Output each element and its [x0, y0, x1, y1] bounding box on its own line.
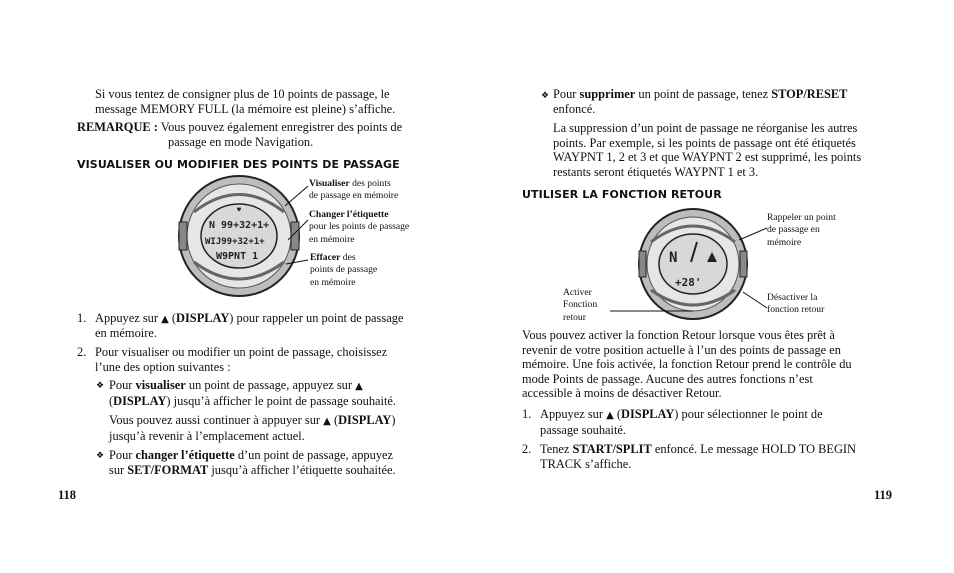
section-heading-view-modify: VISUALISER OU MODIFIER DES POINTS DE PASSAGE [77, 158, 400, 171]
para-line-4: restants seront étiquetés WAYPNT 1 et 3. [553, 165, 759, 179]
return-step2-line-2: TRACK s’affiche. [540, 457, 632, 471]
bullet-diamond-icon: ❖ [541, 91, 550, 101]
bullet1-d3: ) [391, 413, 396, 427]
return-body-line-2: revenir de votre position actuelle à l’un des points de passage en [522, 343, 841, 357]
return-step2-number: 2. [522, 442, 532, 456]
note-text-1: Vous pouvez également enregistrer des points de [157, 120, 403, 134]
up-arrow-icon: ▲ [355, 381, 363, 392]
delete-text-a: Pour [553, 87, 580, 101]
step2-line-2: l’une des option suivantes : [95, 360, 231, 374]
page-number-right: 119 [874, 488, 893, 502]
return-step1-line-1 [540, 407, 823, 423]
callout-erase-bold: Effacer [310, 252, 341, 263]
delete-bullet-line-1 [553, 87, 847, 102]
callout-deactivate [767, 292, 824, 317]
watch-display-line-3: W9PNT 1 [216, 251, 259, 262]
page-number-left: 118 [58, 488, 77, 502]
return-body-line-4: mode Points de passage. Aucune des autres fonctions n’est [522, 372, 813, 386]
callout-change-label [309, 209, 409, 246]
note-line-1 [77, 120, 402, 135]
intro-line-2: message MEMORY FULL (la mémoire est pleine) s’affiche. [95, 102, 396, 116]
bullet1-key: DISPLAY [113, 394, 167, 408]
return-step1-c: ) pour sélectionner le point de [674, 407, 823, 421]
callout-activate-2: Fonction [563, 299, 598, 311]
up-arrow-icon: ▲ [161, 314, 169, 325]
watch-display-line-2: WIJ99+32+1+ [205, 237, 265, 247]
delete-bold: supprimer [579, 87, 636, 101]
return-step1-b: ( [613, 407, 622, 421]
bullet2-text-b: d’un point de passage, appuyez [234, 448, 394, 462]
bullet2-line-1 [109, 448, 393, 463]
para-line-3: WAYPNT 1, 2 et 3 et que WAYPNT 2 est supprimé, les points [553, 150, 862, 164]
return-step1-key: DISPLAY [621, 407, 675, 421]
callout-deactivate-1: Désactiver la [767, 292, 818, 303]
bullet1-key2: DISPLAY [338, 413, 392, 427]
return-body-line-5: accessible à moins de désactiver Retour. [522, 386, 722, 400]
note-line-2: passage en mode Navigation. [168, 135, 314, 149]
callout-view-bold: Visualiser [309, 178, 350, 189]
callout-recall [767, 212, 836, 249]
callout-activate-1: Activer [563, 287, 592, 298]
return-body-line-1: Vous pouvez activer la fonction Retour lorsque vous êtes prêt à [522, 328, 835, 342]
callout-erase-2: points de passage [310, 264, 378, 276]
callout-view-1: des points [349, 178, 391, 189]
up-arrow-icon: ▲ [323, 416, 331, 427]
callout-lines-right [597, 226, 769, 316]
step2-line-1: Pour visualiser ou modifier un point de passage, choisissez [95, 345, 388, 359]
return-body-line-3: mémoire. Une fois activée, la fonction Retour prend le contrôle du [522, 357, 852, 371]
bullet1-line-2 [109, 394, 396, 409]
para-line-2: points. Par exemple, si les points de passage ont été étiquetés [553, 136, 856, 150]
return-step2-line-1 [540, 442, 856, 457]
bullet1-d2: ( [330, 413, 339, 427]
return-step1-a: Appuyez sur [540, 407, 603, 421]
right-page [477, 0, 954, 573]
step1-text-b: ( [168, 311, 177, 325]
return-step1-line-2: passage souhaité. [540, 423, 627, 437]
note-label: REMARQUE : [77, 120, 158, 134]
callout-recall-2: de passage en [767, 224, 820, 236]
svg-text:♥: ♥ [236, 206, 242, 214]
callout-erase-1: des [340, 252, 356, 263]
bullet1-d: Vous pouvez aussi continuer à appuyer sur [109, 413, 321, 427]
bullet-diamond-icon: ❖ [96, 451, 105, 461]
callout-deactivate-2: fonction retour [767, 304, 825, 316]
step1-text-c: ) pour rappeler un point de passage [229, 311, 404, 325]
bullet1-line-1 [109, 378, 363, 394]
bullet2-text-c: sur [109, 463, 128, 477]
bullet2-line-2 [109, 463, 396, 478]
callout-erase-3: en mémoire [310, 276, 356, 288]
callout-label-2: en mémoire [309, 233, 355, 245]
up-arrow-icon: ▲ [606, 410, 614, 421]
intro-line-1: Si vous tentez de consigner plus de 10 points de passage, le [95, 87, 390, 101]
para-line-1: La suppression d’un point de passage ne réorganise les autres [553, 121, 858, 135]
step1-text-a: Appuyez sur [95, 311, 158, 325]
bullet2-text-a: Pour [109, 448, 136, 462]
callout-erase [310, 252, 377, 289]
bullet2-key: SET/FORMAT [127, 463, 209, 477]
callout-view [309, 178, 398, 203]
delete-bullet-line-2: enfoncé. [553, 102, 596, 116]
bullet1-c2: ) jusqu’à afficher le point de passage souhaité. [166, 394, 397, 408]
return-step2-b: enfoncé. Le message HOLD TO BEGIN [651, 442, 856, 456]
section-heading-return: UTILISER LA FONCTION RETOUR [522, 188, 722, 201]
step2-number: 2. [77, 345, 87, 359]
return-step1-number: 1. [522, 407, 532, 421]
watch-display-line-1: N 99+32+1+ [209, 220, 270, 231]
return-step2-key: START/SPLIT [572, 442, 652, 456]
bullet1-c1: ( [109, 394, 114, 408]
callout-activate-3: retour [563, 311, 586, 323]
callout-label-bold: Changer l’étiquette [309, 209, 389, 220]
watch-display-n: N [669, 250, 678, 266]
bullet1-text-a: Pour [109, 378, 136, 392]
watch-display-value: +28' [675, 276, 702, 289]
bullet-diamond-icon: ❖ [96, 381, 105, 391]
delete-key: STOP/RESET [771, 87, 848, 101]
bullet1-line-4: jusqu’à revenir à l’emplacement actuel. [109, 429, 305, 443]
step1-line-2: en mémoire. [95, 326, 157, 340]
step1-key: DISPLAY [176, 311, 230, 325]
callout-view-2: de passage en mémoire [309, 190, 399, 202]
delete-text-b: un point de passage, tenez [635, 87, 772, 101]
step1-line-1 [95, 311, 403, 327]
callout-label-1: pour les points de passage [309, 221, 410, 233]
bullet1-line-3 [109, 413, 396, 429]
callout-activate [563, 287, 597, 324]
bullet2-bold: changer l’étiquette [135, 448, 235, 462]
callout-recall-1: Rappeler un point [767, 212, 836, 223]
step1-number: 1. [77, 311, 87, 325]
bullet1-bold: visualiser [135, 378, 186, 392]
bullet2-text-d: jusqu’à afficher l’étiquette souhaitée. [208, 463, 396, 477]
return-step2-a: Tenez [540, 442, 573, 456]
callout-recall-3: mémoire [767, 236, 802, 248]
bullet1-text-b: un point de passage, appuyez sur [185, 378, 352, 392]
